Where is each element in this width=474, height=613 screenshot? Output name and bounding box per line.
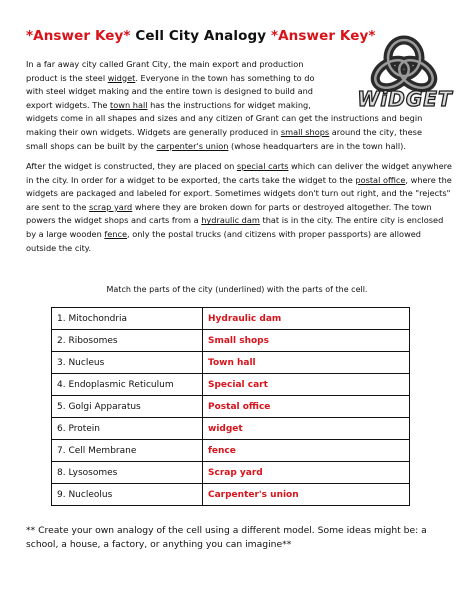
answer-key-label-right: *Answer Key* (270, 28, 376, 44)
underlined-term-special-carts: special carts (236, 161, 289, 171)
story-line: product is the steel widget. Everyone in the town has something to do (26, 72, 315, 83)
title-text: Cell City Analogy (130, 28, 271, 44)
table-row (52, 462, 410, 484)
story-paragraph-2: After the widget is constructed, they are placed on special carts which can deliver the widget anywhere in the city. In order for a widget to be exported, the carts take the widget to the postal office, where the widgets are packaged and labeled for export. Sometimes widgets don't turn out right, and the "rejects" are sent to the scrap yard where they are broken down for parts or destroyed altogether. The town powers the widget shops and carts from a hydraulic dam that is in the city. The entire city is enclosed by a large wooden fence, only the postal trucks (and citizens with proper passports) are allowed outside the city. (26, 161, 452, 253)
story-paragraph-1: In a far away city called Grant City, the main export and production product is the steel widget. Everyone in the town has something to do with steel widget making and the entire town is designed to build and export widgets. The town hall has the instructions for widget making, widgets come in all shapes and sizes and any citizen of Grant can get the instructions and begin making their own widgets. Widgets are generally produced in small shops around the city, these small shops can be built by the carpenter's union (whose headquarters are in the town hall). (26, 59, 423, 151)
city-answer: Town hall (203, 352, 410, 374)
table-row (52, 352, 410, 374)
city-answer: Carpenter's union (203, 484, 410, 506)
underlined-term-fence: fence (104, 228, 128, 239)
story-line: export widgets. The town hall has the instructions for widget making, (26, 99, 311, 110)
underlined-term-scrap-yard: scrap yard (89, 201, 133, 212)
cell-part: 1. Mitochondria (52, 308, 203, 330)
cell-part: 9. Nucleolus (52, 484, 203, 506)
cell-part: 6. Protein (52, 418, 203, 440)
matching-instructions: Match the parts of the city (underlined) with the parts of the cell. (106, 285, 368, 294)
city-answer: widget (203, 418, 410, 440)
table-row (52, 308, 410, 330)
city-answer: Hydraulic dam (203, 308, 410, 330)
table-row (52, 374, 410, 396)
cell-part: 4. Endoplasmic Reticulum (52, 374, 203, 396)
story-line: In a far away city called Grant City, the main export and production (26, 59, 304, 69)
city-answer: Special cart (203, 374, 410, 396)
story-text: widgets come in all shapes and sizes and any citizen of Grant can get the instructions and begin making their own widgets. Widgets are generally produced in (26, 113, 423, 137)
matching-table (51, 307, 410, 506)
table-row (52, 440, 410, 462)
cell-part: 3. Nucleus (52, 352, 203, 374)
table-row (52, 418, 410, 440)
city-answer: fence (203, 440, 410, 462)
city-answer: Postal office (203, 396, 410, 418)
table-row (52, 484, 410, 506)
cell-part: 5. Golgi Apparatus (52, 396, 203, 418)
page-title (26, 28, 376, 44)
cell-part: 8. Lysosomes (52, 462, 203, 484)
footer-note: ** Create your own analogy of the cell using a different model. Some ideas might be: a school, a house, a factory, or anything you can imagine** (26, 525, 427, 550)
city-answer: Small shops (203, 330, 410, 352)
cell-part: 2. Ribosomes (52, 330, 203, 352)
widget-logo-text: WiDGET (357, 87, 453, 111)
underlined-term-small-shops: small shops (280, 126, 330, 137)
cell-part: 7. Cell Membrane (52, 440, 203, 462)
underlined-term-town-hall: town hall (110, 99, 148, 110)
underlined-term-widget: widget (107, 72, 136, 83)
city-answer: Scrap yard (203, 462, 410, 484)
answer-key-label-left: *Answer Key* (26, 28, 131, 44)
table-row (52, 396, 410, 418)
table-row (52, 330, 410, 352)
underlined-term-hydraulic-dam: hydraulic dam (201, 215, 260, 226)
underlined-term-carpenters-union: carpenter's union (156, 140, 229, 151)
story-line: with steel widget making and the entire town is designed to build and (26, 86, 314, 97)
underlined-term-postal-office: postal office (355, 174, 406, 185)
